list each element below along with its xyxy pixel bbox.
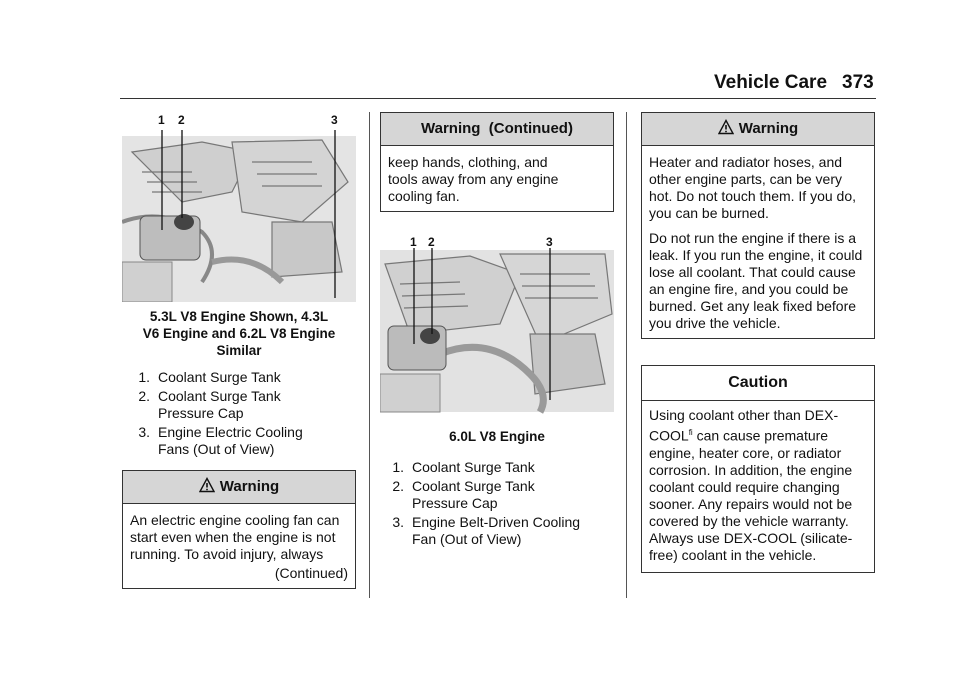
section-title: Vehicle Care: [714, 72, 828, 93]
warning-continued-header: Warning (Continued): [381, 113, 613, 146]
warning-icon: [718, 119, 734, 135]
column-3: [641, 112, 875, 573]
caution-body: Using coolant other than DEX-$COOL^{fi}$ can cause premature engine, heater core, or radiator corrosion. In addition, the engine coolant could require changing sooner. Any repairs would not be covered by the vehicle warranty. Always use DEX-COOL (silicate-free) coolant in the vehicle.: [649, 407, 853, 563]
engine-illustration: [380, 234, 614, 422]
engine-figure-1: [122, 112, 356, 302]
header-rule: [120, 98, 876, 99]
callout-2: 2: [428, 235, 435, 249]
caution-header: Caution: [642, 366, 874, 401]
warning-body: Heater and radiator hoses, and other engine parts, can be very hot. Do not touch them. If you do, you can be burned. Do not run the engine if there is a leak. If you run the engine, it could lose all coolant. That could cause an engine fire, and you could be burned. Get any leak fixed before you drive the vehicle.: [649, 154, 863, 331]
warning-box-continued: [380, 112, 614, 212]
figure-caption-1: 5.3L V8 Engine Shown, 4.3L V6 Engine and 6.2L V8 Engine Similar: [142, 309, 336, 358]
engine-figure-2: [380, 234, 614, 422]
callout-3: 3: [331, 113, 338, 127]
list-item: 3. Engine Electric Cooling Fans (Out of View): [138, 424, 303, 457]
warning-header: Warning: [642, 113, 874, 146]
warning-body: An electric engine cooling fan can start even when the engine is not running. To avoid injury, always (Continued): [130, 512, 348, 581]
callout-1: 1: [410, 235, 417, 249]
callout-2: 2: [178, 113, 185, 127]
list-item: 2. Coolant Surge Tank Pressure Cap: [392, 478, 535, 511]
column-2: [380, 112, 614, 550]
column-divider-1: [369, 112, 370, 598]
figure-legend-2: [382, 459, 608, 548]
list-item: 1. Coolant Surge Tank: [138, 369, 281, 385]
list-item: 1. Coolant Surge Tank: [392, 459, 535, 475]
warning-header: Warning: [123, 471, 355, 504]
warning-continued-body: keep hands, clothing, and tools away from any engine cooling fan.: [388, 154, 559, 204]
engine-illustration: [122, 112, 356, 302]
page-number: 373: [842, 72, 874, 93]
warning-icon: [199, 477, 215, 493]
figure-legend-1: [128, 369, 318, 458]
warning-box-hot-parts: [641, 112, 875, 339]
callout-3: 3: [546, 235, 553, 249]
list-item: 3. Engine Belt-Driven Cooling Fan (Out of View): [392, 514, 581, 547]
warning-box-fan: [122, 470, 356, 589]
caution-box: [641, 365, 875, 573]
continued-label: (Continued): [274, 565, 348, 581]
column-1: [122, 112, 356, 589]
page-header: [0, 72, 960, 102]
figure-caption-2: 6.0L V8 Engine: [449, 429, 545, 444]
column-divider-2: [626, 112, 627, 598]
callout-1: 1: [158, 113, 165, 127]
list-item: 2. Coolant Surge Tank Pressure Cap: [138, 388, 281, 421]
trademark-superscript: fi: [688, 428, 693, 437]
